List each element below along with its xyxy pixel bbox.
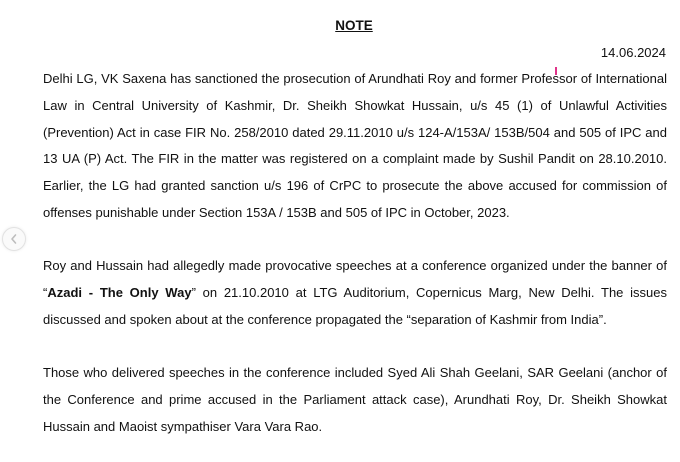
document-date: 14.06.2024 bbox=[600, 45, 666, 60]
page-title: NOTE bbox=[335, 18, 373, 33]
chevron-left-icon bbox=[8, 233, 20, 245]
previous-page-button[interactable] bbox=[2, 227, 26, 251]
paragraph-conference bbox=[43, 253, 667, 333]
paragraph-conference-text-start: Roy and Hussain had allegedly made provocative speeches at a conference organized under the banner of “ bbox=[43, 258, 667, 300]
paragraph-sanction: Delhi LG, VK Saxena has sanctioned the prosecution of Arundhati Roy and former Professor of International Law in Central University of Kashmir, Dr. Sheikh Showkat Hussain, u/s 45 (1) of Unlawful Activities (Prevention) Act in case FIR No. 258/2010 dated 29.11.2010 u/s 124-A/153A/ 153B/504 and 505 of IPC and 13 UA (P) Act. The FIR in the matter was registered on a complaint made by Sushil Pandit on 28.10.2010. Earlier, the LG had granted sanction u/s 196 of CrPC to prosecute the above accused for commission of offenses punishable under Section 153A / 153B and 505 of IPC in October, 2023. bbox=[43, 71, 667, 220]
paragraph-speakers: Those who delivered speeches in the conference included Syed Ali Shah Geelani, SAR Geelani (anchor of the Conference and prime accused in the Parliament attack case), Arundhati Roy, Dr. Sheikh Showkat Hussain and Maoist sympathiser Vara Vara Rao. bbox=[43, 365, 667, 434]
paragraph-conference-text-end: ” on 21.10.2010 at LTG Auditorium, Copernicus Marg, New Delhi. The issues discussed and spoken about at the conference propagated the “separation of Kashmir from India”. bbox=[43, 284, 667, 327]
conference-banner-name: Azadi - The Only Way bbox=[47, 284, 192, 300]
